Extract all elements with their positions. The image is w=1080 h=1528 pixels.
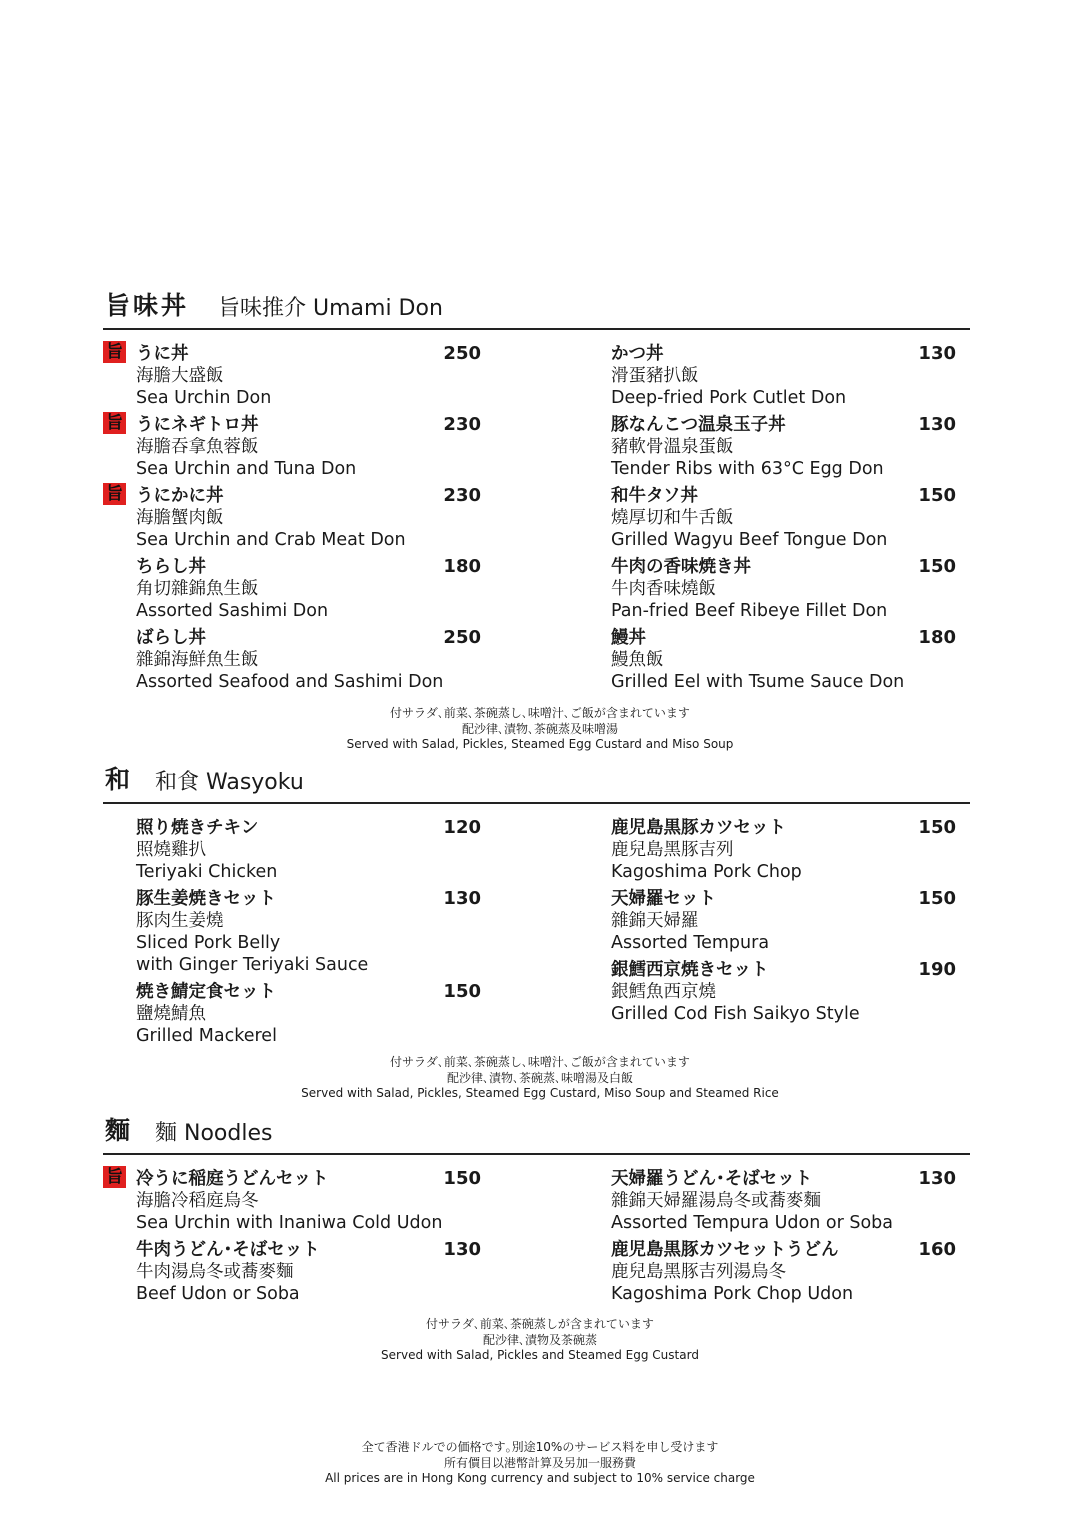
item-name-jp: 銀鱈西京焼きセット <box>611 960 769 980</box>
item-price: 150 <box>918 817 956 838</box>
item-name-zh: 照燒雞扒 <box>136 840 206 860</box>
section-note <box>0 1317 1080 1364</box>
item-name-jp: 鰻丼 <box>611 628 646 648</box>
item-price: 150 <box>443 981 481 1002</box>
menu-column-right <box>611 343 956 698</box>
item-name-jp: 牛肉の香味焼き丼 <box>611 557 751 577</box>
menu-column-right <box>611 817 956 1030</box>
umami-badge-icon: 旨 <box>103 341 126 363</box>
item-name-en: Tender Ribs with 63°C Egg Don <box>611 459 884 479</box>
item-name-jp: 照り焼きチキン <box>136 818 259 838</box>
note-line: 付サラダ､前菜､茶碗蒸し､味噌汁､ご飯が含まれています <box>390 706 690 720</box>
item-price: 250 <box>443 627 481 648</box>
menu-column-left <box>106 342 481 698</box>
item-price: 190 <box>918 959 956 980</box>
menu-item <box>611 817 956 883</box>
item-price: 130 <box>443 888 481 909</box>
item-name-jp: 天婦羅うどん･そばセット <box>611 1169 813 1189</box>
note-line: 付サラダ､前菜､茶碗蒸し､味噌汁､ご飯が含まれています <box>390 1055 690 1069</box>
menu-item <box>611 1168 956 1234</box>
item-price: 230 <box>443 485 481 506</box>
menu-item <box>106 342 481 409</box>
item-name-en: Assorted Seafood and Sashimi Don <box>136 672 444 692</box>
item-name-en: Kagoshima Pork Chop <box>611 862 802 882</box>
note-line: 付サラダ､前菜､茶碗蒸しが含まれています <box>426 1317 654 1331</box>
menu-item <box>611 959 956 1025</box>
item-name-jp: 天婦羅セット <box>611 889 716 909</box>
item-name-jp: ばらし丼 <box>136 628 206 648</box>
item-price: 120 <box>443 817 481 838</box>
item-name-en: Deep-fried Pork Cutlet Don <box>611 388 847 408</box>
item-price: 250 <box>443 343 481 364</box>
section-header <box>103 762 970 804</box>
item-price: 150 <box>918 556 956 577</box>
item-price: 180 <box>443 556 481 577</box>
item-name-en: Sea Urchin with Inaniwa Cold Udon <box>136 1213 443 1233</box>
menu-item <box>136 817 481 883</box>
item-name-jp: かつ丼 <box>611 344 664 364</box>
item-price: 130 <box>918 1168 956 1189</box>
item-name-zh: 豚肉生姜燒 <box>136 911 224 931</box>
item-name-jp: ちらし丼 <box>136 557 206 577</box>
note-line: 配沙律､漬物､茶碗蒸及味噌湯 <box>461 721 618 736</box>
item-name-en: Assorted Tempura <box>611 933 770 953</box>
item-name-zh: 雜錦海鮮魚生飯 <box>136 650 259 670</box>
item-name-zh: 燒厚切和牛舌飯 <box>611 508 734 528</box>
item-name-jp: 冷うに稲庭うどんセット <box>136 1169 329 1189</box>
item-name-en: Kagoshima Pork Chop Udon <box>611 1284 854 1304</box>
item-name-zh: 牛肉香味燒飯 <box>611 579 716 599</box>
item-name-zh: 銀鱈魚西京燒 <box>611 982 716 1002</box>
umami-badge-icon: 旨 <box>103 1166 126 1188</box>
section-subtitle: 和食 Wasyoku <box>155 770 304 795</box>
item-name-zh: 鹽燒鯖魚 <box>136 1004 206 1024</box>
item-name-jp: 鹿児島黒豚カツセット <box>611 818 786 838</box>
menu-item <box>106 484 481 551</box>
item-name-zh: 牛肉湯烏冬或蕎麥麵 <box>136 1262 294 1282</box>
item-price: 180 <box>918 627 956 648</box>
menu-column-left <box>106 1167 481 1310</box>
item-name-en: Sea Urchin and Crab Meat Don <box>136 530 406 550</box>
menu-item <box>611 485 956 551</box>
item-price: 150 <box>918 888 956 909</box>
item-price: 160 <box>918 1239 956 1260</box>
menu-item <box>136 888 481 976</box>
item-name-en: Assorted Tempura Udon or Soba <box>611 1213 894 1233</box>
item-name-en: Pan-fried Beef Ribeye Fillet Don <box>611 601 888 621</box>
item-name-zh: 鹿兒島黑豚吉列 <box>611 840 734 860</box>
item-name-jp: 焼き鯖定食セット <box>136 982 276 1002</box>
menu-item <box>136 627 481 693</box>
menu-item <box>611 414 956 480</box>
item-name-en: Assorted Sashimi Don <box>136 601 329 621</box>
item-name-zh: 海膽冷稻庭烏冬 <box>136 1191 259 1211</box>
menu-item <box>611 627 956 693</box>
section-note <box>0 706 1080 753</box>
menu-item <box>136 981 481 1047</box>
item-name-en: Sea Urchin and Tuna Don <box>136 459 357 479</box>
footer-note <box>0 1440 1080 1487</box>
section-kanji: 旨味丼 <box>105 291 190 320</box>
item-name-zh: 海膽大盛飯 <box>136 366 224 386</box>
section-header <box>103 288 970 330</box>
menu-item <box>611 556 956 622</box>
menu-item <box>106 1167 481 1234</box>
item-name-jp: 和牛タソ丼 <box>611 486 698 506</box>
menu-column-left <box>136 817 481 1052</box>
item-name-jp: 豚生姜焼きセット <box>136 889 276 909</box>
item-name-jp: 鹿児島黒豚カツセットうどん <box>611 1240 839 1260</box>
menu-item <box>136 1239 481 1305</box>
umami-badge-icon: 旨 <box>103 483 126 505</box>
item-name-jp: うにネギトロ丼 <box>136 415 259 435</box>
item-name-jp: うに丼 <box>136 344 189 364</box>
item-name-en: Grilled Mackerel <box>136 1026 277 1046</box>
item-price: 130 <box>443 1239 481 1260</box>
section-note <box>0 1055 1080 1102</box>
footer-line: 全て香港ドルでの価格です｡別途10%のサービス料を申し受けます <box>361 1440 719 1454</box>
item-name-zh: 鹿兒島黑豚吉列湯烏冬 <box>611 1262 786 1282</box>
menu-item <box>611 1239 956 1305</box>
item-name-jp: 牛肉うどん･そばセット <box>136 1240 320 1260</box>
note-line: 配沙律､漬物､茶碗蒸､味噌湯及白飯 <box>446 1070 633 1085</box>
item-name-en: Grilled Cod Fish Saikyo Style <box>611 1004 860 1024</box>
item-name-zh: 海膽蟹肉飯 <box>136 508 224 528</box>
menu-item <box>611 888 956 954</box>
footer-line: 所有價目以港幣計算及另加一服務費 <box>443 1455 636 1470</box>
item-name-en: Beef Udon or Soba <box>136 1284 300 1304</box>
item-name-zh: 雜錦天婦羅 <box>611 911 699 931</box>
item-price: 150 <box>918 485 956 506</box>
section-subtitle: 旨味推介 Umami Don <box>218 296 443 321</box>
item-price: 150 <box>443 1168 481 1189</box>
menu-item <box>136 556 481 622</box>
section-kanji: 麵 <box>105 1116 134 1145</box>
item-name-zh: 海膽吞拿魚蓉飯 <box>136 437 259 457</box>
item-name-jp: うにかに丼 <box>136 486 224 506</box>
note-line: Served with Salad, Pickles, Steamed Egg Custard and Miso Soup <box>346 737 734 751</box>
umami-badge-icon: 旨 <box>103 412 126 434</box>
item-name-en: with Ginger Teriyaki Sauce <box>136 955 369 975</box>
item-name-zh: 角切雜錦魚生飯 <box>136 579 259 599</box>
item-name-zh: 滑蛋豬扒飯 <box>611 366 699 386</box>
item-name-en: Sea Urchin Don <box>136 388 272 408</box>
section-header <box>103 1113 970 1155</box>
section-subtitle: 麵 Noodles <box>155 1121 273 1146</box>
note-line: 配沙律､漬物及茶碗蒸 <box>482 1332 597 1347</box>
item-name-en: Grilled Eel with Tsume Sauce Don <box>611 672 905 692</box>
note-line: Served with Salad, Pickles, Steamed Egg Custard, Miso Soup and Steamed Rice <box>301 1086 779 1100</box>
item-name-en: Sliced Pork Belly <box>136 933 281 953</box>
item-price: 230 <box>443 414 481 435</box>
item-name-zh: 鰻魚飯 <box>611 650 664 670</box>
note-line: Served with Salad, Pickles and Steamed Egg Custard <box>381 1348 699 1362</box>
item-name-zh: 豬軟骨溫泉蛋飯 <box>611 437 734 457</box>
item-price: 130 <box>918 414 956 435</box>
item-price: 130 <box>918 343 956 364</box>
item-name-en: Grilled Wagyu Beef Tongue Don <box>611 530 888 550</box>
item-name-zh: 雜錦天婦羅湯烏冬或蕎麥麵 <box>611 1191 821 1211</box>
item-name-en: Teriyaki Chicken <box>136 862 278 882</box>
menu-item <box>611 343 956 409</box>
item-name-jp: 豚なんこつ温泉玉子丼 <box>611 415 786 435</box>
footer-line: All prices are in Hong Kong currency and subject to 10% service charge <box>325 1471 755 1485</box>
menu-item <box>106 413 481 480</box>
menu-column-right <box>611 1168 956 1310</box>
section-kanji: 和 <box>105 765 134 794</box>
